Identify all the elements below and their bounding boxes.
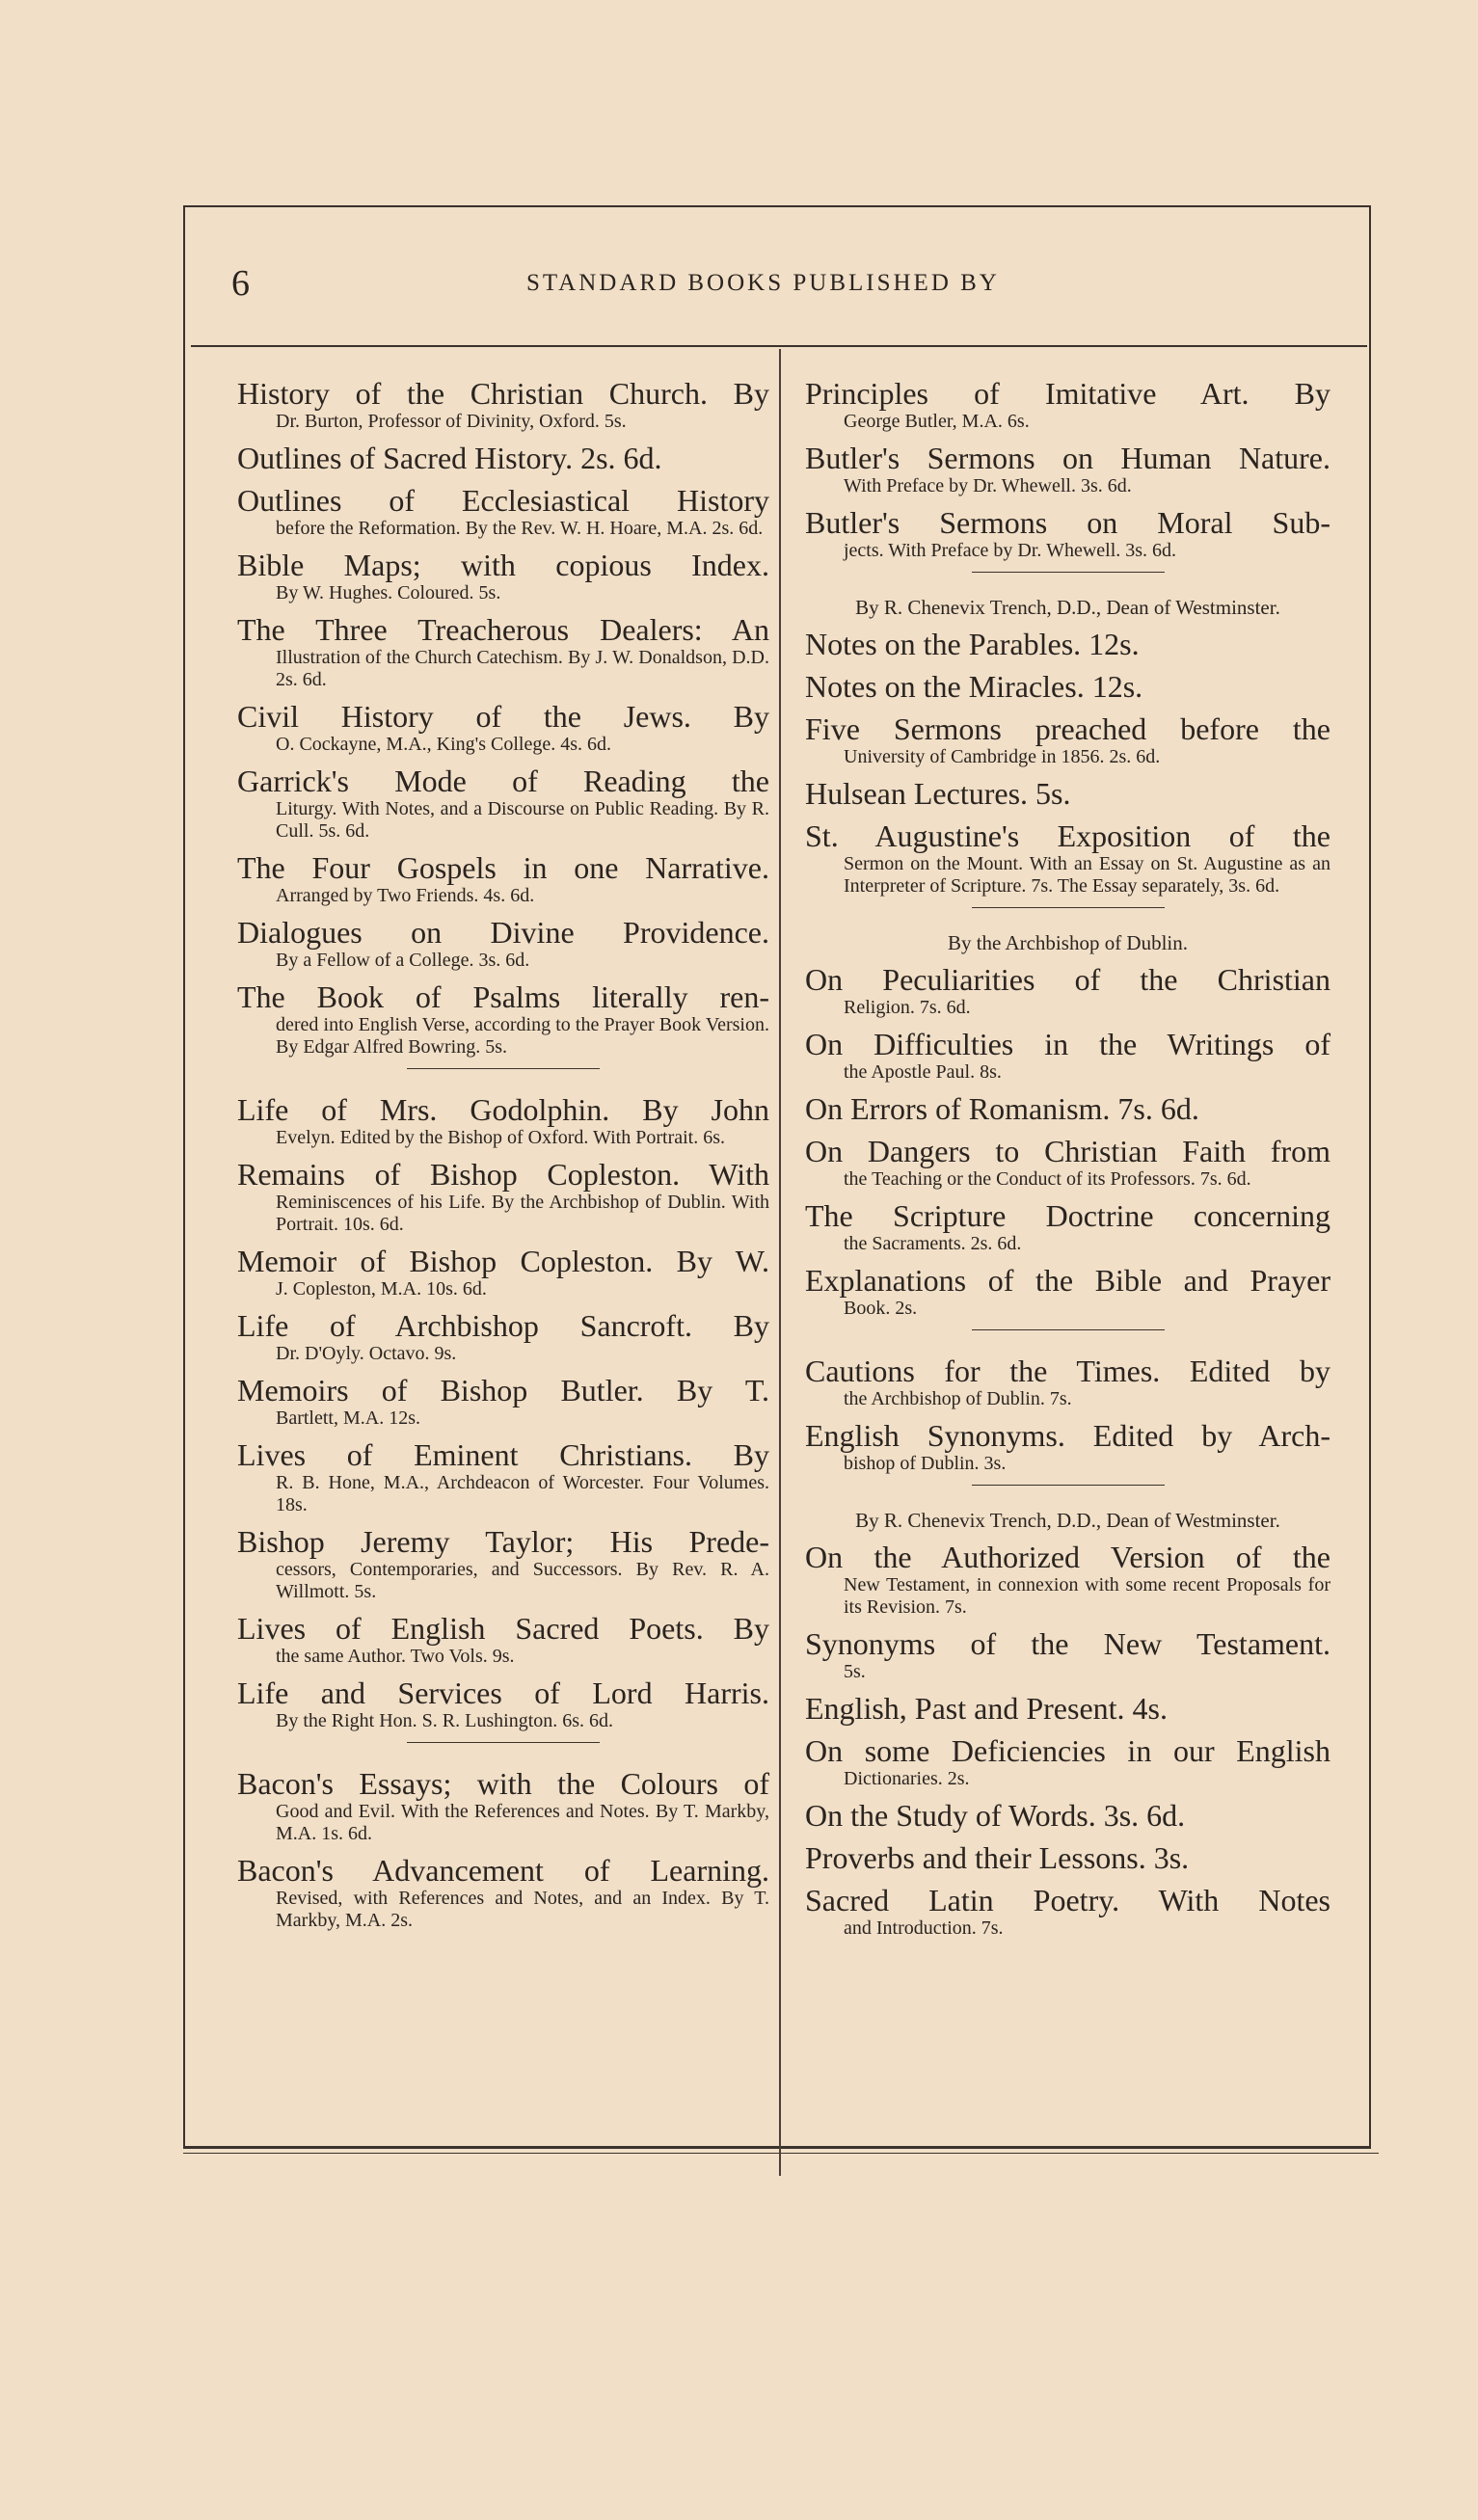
book-title: Dialogues on Divine Providence.	[237, 915, 769, 950]
section-rule	[972, 1485, 1165, 1486]
book-detail: and Introduction. 7s.	[844, 1917, 1004, 1939]
book-title: Life of Mrs. Godolphin. By John	[237, 1092, 769, 1127]
book-title: Principles of Imitative Art. By	[805, 376, 1330, 411]
book-entry	[805, 627, 1330, 661]
book-detail: the Archbishop of Dublin. 7s.	[844, 1388, 1072, 1409]
book-title: Outlines of Ecclesiastical History	[237, 483, 769, 518]
book-detail: Dr. Burton, Professor of Divinity, Oxford. 5s.	[276, 411, 627, 432]
book-title: On Peculiarities of the Christian	[805, 962, 1330, 997]
book-detail: Arranged by Two Friends. 4s. 6d.	[276, 885, 535, 906]
book-title: Butler's Sermons on Human Nature.	[805, 441, 1330, 475]
book-title: History of the Christian Church. By	[237, 376, 769, 411]
book-entry	[237, 1244, 769, 1300]
book-entry	[805, 1263, 1330, 1320]
book-detail: Revised, with References and Notes, and an Index. By T. Markby, M.A. 2s.	[276, 1888, 769, 1931]
book-title: Proverbs and their Lessons. 3s.	[805, 1840, 1190, 1875]
book-entry	[805, 1733, 1330, 1790]
bottom-rule	[183, 2146, 1371, 2149]
book-title: Life and Services of Lord Harris.	[237, 1676, 769, 1710]
book-entry	[805, 505, 1330, 562]
book-entry	[237, 850, 769, 907]
book-title: The Four Gospels in one Narrative.	[237, 850, 769, 885]
book-detail: Good and Evil. With the References and Notes. By T. Markby, M.A. 1s. 6d.	[276, 1801, 769, 1844]
section-rule	[407, 1742, 600, 1743]
book-title: Synonyms of the New Testament.	[805, 1626, 1330, 1661]
section-rule	[972, 1329, 1165, 1330]
book-title: Life of Archbishop Sancroft. By	[237, 1308, 769, 1343]
book-detail: the Sacraments. 2s. 6d.	[844, 1233, 1022, 1254]
book-entry	[237, 1853, 769, 1932]
book-entry	[237, 1092, 769, 1149]
book-title: On Difficulties in the Writings of	[805, 1027, 1330, 1061]
book-entry	[805, 711, 1330, 768]
book-detail: Sermon on the Mount. With an Essay on St. Augustine as an Interpreter of Scripture. 7s. The Essay separately, 3s. 6d.	[844, 853, 1330, 897]
book-detail: R. B. Hone, M.A., Archdeacon of Worcester. Four Volumes. 18s.	[276, 1472, 769, 1515]
book-entry	[237, 612, 769, 691]
book-detail: By the Right Hon. S. R. Lushington. 6s. 6d.	[276, 1710, 614, 1731]
book-title: On Dangers to Christian Faith from	[805, 1134, 1330, 1168]
book-detail: cessors, Contemporaries, and Successors. By Rev. R. A. Willmott. 5s.	[276, 1559, 769, 1602]
book-detail: dered into English Verse, according to the Prayer Book Version. By Edgar Alfred Bowring. 5s.	[276, 1014, 769, 1058]
book-entry	[237, 376, 769, 433]
page-number: 6	[231, 263, 250, 304]
book-detail: George Butler, M.A. 6s.	[844, 411, 1030, 432]
book-detail: Reminiscences of his Life. By the Archbishop of Dublin. With Portrait. 10s. 6d.	[276, 1192, 769, 1235]
book-entry	[237, 1611, 769, 1668]
book-entry	[805, 669, 1330, 704]
book-title: Bacon's Advancement of Learning.	[237, 1853, 769, 1888]
book-detail: O. Cockayne, M.A., King's College. 4s. 6d.	[276, 734, 612, 755]
book-title: Five Sermons preached before the	[805, 711, 1330, 746]
book-title: English, Past and Present. 4s.	[805, 1691, 1168, 1726]
book-detail: Dr. D'Oyly. Octavo. 9s.	[276, 1343, 457, 1364]
book-title: The Three Treacherous Dealers: An	[237, 612, 769, 647]
book-detail: J. Copleston, M.A. 10s. 6d.	[276, 1278, 487, 1300]
column-divider	[779, 349, 781, 2176]
book-entry	[237, 1437, 769, 1516]
book-title: Remains of Bishop Copleston. With	[237, 1157, 769, 1192]
book-entry	[805, 441, 1330, 497]
book-detail: jects. With Preface by Dr. Whewell. 3s. 6d.	[844, 540, 1177, 561]
book-title: On Errors of Romanism. 7s. 6d.	[805, 1091, 1199, 1126]
book-detail: the same Author. Two Vols. 9s.	[276, 1646, 515, 1667]
book-entry	[237, 1157, 769, 1236]
book-title: The Book of Psalms literally ren-	[237, 979, 769, 1014]
book-entry	[805, 776, 1330, 811]
book-title: Notes on the Miracles. 12s.	[805, 669, 1143, 704]
book-title: Memoir of Bishop Copleston. By W.	[237, 1244, 769, 1278]
book-detail: Illustration of the Church Catechism. By J. W. Donaldson, D.D. 2s. 6d.	[276, 647, 769, 690]
book-entry	[805, 1840, 1330, 1875]
book-title: Bishop Jeremy Taylor; His Prede-	[237, 1524, 769, 1559]
book-title: English Synonyms. Edited by Arch-	[805, 1418, 1330, 1453]
book-detail: 5s.	[844, 1661, 866, 1682]
section-rule	[972, 572, 1165, 573]
author-byline: By the Archbishop of Dublin.	[947, 931, 1189, 954]
book-entry	[237, 483, 769, 540]
book-title: Lives of English Sacred Poets. By	[237, 1611, 769, 1646]
book-title: Sacred Latin Poetry. With Notes	[805, 1883, 1330, 1917]
section-rule	[972, 907, 1165, 908]
book-entry	[237, 979, 769, 1059]
book-detail: bishop of Dublin. 3s.	[844, 1453, 1007, 1474]
book-detail: before the Reformation. By the Rev. W. H. Hoare, M.A. 2s. 6d.	[276, 518, 764, 539]
book-title: Bible Maps; with copious Index.	[237, 548, 769, 582]
book-entry	[237, 441, 769, 475]
book-title: Memoirs of Bishop Butler. By T.	[237, 1373, 769, 1407]
book-entry	[237, 1766, 769, 1845]
book-entry	[237, 1524, 769, 1603]
book-entry	[237, 548, 769, 604]
book-title: Hulsean Lectures. 5s.	[805, 776, 1071, 811]
book-entry	[237, 699, 769, 756]
book-detail: With Preface by Dr. Whewell. 3s. 6d.	[844, 475, 1132, 496]
section-rule	[407, 1068, 600, 1069]
book-detail: the Apostle Paul. 8s.	[844, 1061, 1002, 1083]
book-entry	[805, 1027, 1330, 1084]
book-title: Cautions for the Times. Edited by	[805, 1354, 1330, 1388]
right-column	[805, 376, 1330, 1947]
book-entry	[805, 962, 1330, 1019]
bottom-rule-thin	[183, 2153, 1379, 2154]
book-title: Lives of Eminent Christians. By	[237, 1437, 769, 1472]
book-entry	[805, 1798, 1330, 1833]
book-title: Outlines of Sacred History. 2s. 6d.	[237, 441, 662, 475]
book-detail: Liturgy. With Notes, and a Discourse on Public Reading. By R. Cull. 5s. 6d.	[276, 798, 769, 842]
book-title: Civil History of the Jews. By	[237, 699, 769, 734]
author-byline: By R. Chenevix Trench, D.D., Dean of Westminster.	[855, 596, 1280, 619]
book-title: Butler's Sermons on Moral Sub-	[805, 505, 1330, 540]
left-column	[237, 376, 769, 1940]
book-detail: Bartlett, M.A. 12s.	[276, 1407, 420, 1429]
book-entry	[237, 764, 769, 843]
book-title: St. Augustine's Exposition of the	[805, 818, 1330, 853]
running-head: STANDARD BOOKS PUBLISHED BY	[526, 270, 1000, 296]
book-entry	[805, 1883, 1330, 1940]
book-detail: Dictionaries. 2s.	[844, 1768, 970, 1789]
author-byline: By R. Chenevix Trench, D.D., Dean of Westminster.	[855, 1509, 1280, 1532]
book-entry	[237, 1308, 769, 1365]
book-detail: the Teaching or the Conduct of its Professors. 7s. 6d.	[844, 1168, 1251, 1190]
book-detail: New Testament, in connexion with some recent Proposals for its Revision. 7s.	[844, 1574, 1330, 1618]
book-entry	[805, 1691, 1330, 1726]
book-entry	[805, 1134, 1330, 1191]
book-title: On the Study of Words. 3s. 6d.	[805, 1798, 1186, 1833]
book-entry	[805, 376, 1330, 433]
book-title: On the Authorized Version of the	[805, 1540, 1330, 1574]
book-entry	[805, 1418, 1330, 1475]
book-title: The Scripture Doctrine concerning	[805, 1198, 1330, 1233]
book-title: Bacon's Essays; with the Colours of	[237, 1766, 769, 1801]
book-title: Garrick's Mode of Reading the	[237, 764, 769, 798]
book-detail: Book. 2s.	[844, 1298, 918, 1319]
book-entry	[805, 1091, 1330, 1126]
book-entry	[237, 915, 769, 972]
book-title: Explanations of the Bible and Prayer	[805, 1263, 1330, 1298]
book-detail: Evelyn. Edited by the Bishop of Oxford. With Portrait. 6s.	[276, 1127, 725, 1148]
book-detail: Religion. 7s. 6d.	[844, 997, 971, 1018]
book-title: On some Deficiencies in our English	[805, 1733, 1330, 1768]
book-detail: By a Fellow of a College. 3s. 6d.	[276, 950, 530, 971]
book-entry	[805, 1354, 1330, 1410]
book-entry	[805, 1198, 1330, 1255]
book-entry	[805, 1626, 1330, 1683]
book-detail: University of Cambridge in 1856. 2s. 6d.	[844, 746, 1161, 767]
book-entry	[805, 1540, 1330, 1619]
header-rule	[191, 345, 1367, 347]
book-detail: By W. Hughes. Coloured. 5s.	[276, 582, 501, 603]
book-entry	[805, 818, 1330, 898]
book-entry	[237, 1373, 769, 1430]
book-title: Notes on the Parables. 12s.	[805, 627, 1140, 661]
book-entry	[237, 1676, 769, 1732]
